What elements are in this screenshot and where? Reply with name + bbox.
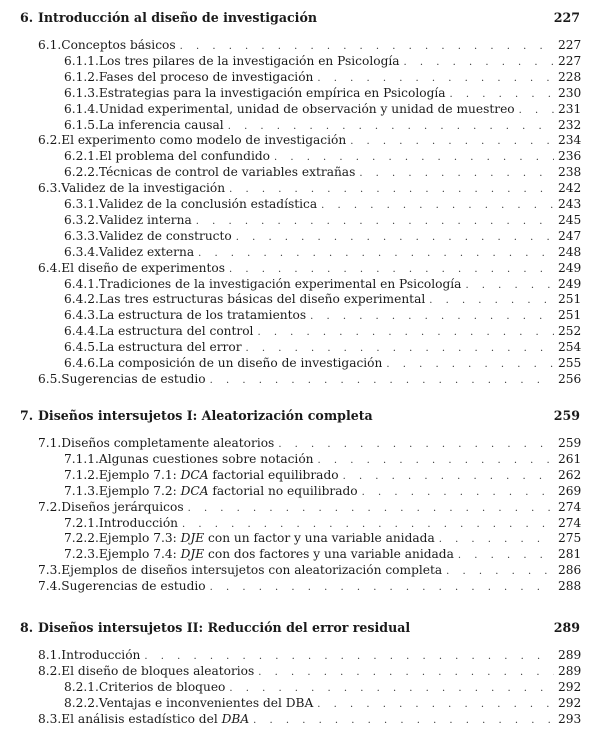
subsection-entry[interactable] [64,213,580,227]
section-entry[interactable] [38,579,580,593]
dot-leader [210,582,554,593]
entry-title-text: con dos factores y una variable anidada [204,547,454,562]
page-number: 293 [558,711,582,726]
entry-title [61,712,249,726]
page-number: 251 [558,292,582,307]
dot-leader [144,651,554,662]
subsection-entry[interactable] [64,340,580,354]
page-number: 249 [558,260,582,275]
entry-title: El diseño de bloques aleatorios [61,663,255,678]
dot-leader [258,667,554,678]
section-entry[interactable] [38,261,580,275]
dot-leader [362,487,554,498]
chapter-heading[interactable] [20,408,580,423]
dot-leader [196,216,554,227]
entry-title-abbrev: DJE [180,531,205,546]
entry-title: Validez interna [98,212,192,227]
page-number: 259 [553,408,580,423]
page-number: 249 [558,276,582,291]
entry-title: Conceptos básicos [61,38,176,52]
page-number: 234 [558,133,582,148]
subsection-entry[interactable] [64,547,580,561]
entry-title: Técnicas de control de variables extrañas [98,165,356,180]
page-number: 286 [558,563,582,578]
entry-title-text: con un factor y una variable anidada [204,531,435,546]
entry-number: 8.2.1. [64,679,99,694]
page-number: 245 [558,212,582,227]
page-number: 274 [558,499,582,514]
dot-leader [198,248,554,259]
page-number: 255 [558,356,582,370]
page-number: 227 [558,53,582,68]
section-entry[interactable] [38,712,580,726]
section-entry[interactable] [38,181,580,195]
entry-number: 8.1. [38,648,62,662]
dot-leader [404,57,554,68]
section-entry[interactable] [38,648,580,662]
subsection-entry[interactable] [64,165,580,179]
entry-title [99,484,358,498]
subsection-entry[interactable] [64,149,580,163]
page-number: 262 [558,467,582,482]
dot-leader [229,683,554,694]
page-number: 256 [558,371,582,386]
page-number: 228 [558,69,582,84]
chapter-title: Diseños intersujetos II: Reducción del error residual [38,620,411,635]
section-entry[interactable] [38,38,580,52]
entry-title: Introducción [98,515,179,530]
subsection-entry[interactable] [64,324,580,338]
page-number: 281 [558,547,582,562]
section-entry[interactable] [38,563,580,577]
subsection-entry[interactable] [64,680,580,694]
entry-title: La estructura de los tratamientos [98,308,307,323]
entry-number: 6.4.3. [64,308,99,323]
subsection-entry[interactable] [64,118,580,132]
chapter-heading[interactable] [20,620,580,635]
entry-title-text: Ejemplo 7.4: [98,547,181,562]
entry-title [99,531,435,545]
entry-title: Introducción [61,648,141,662]
dot-leader [310,311,554,322]
subsection-entry[interactable] [64,102,580,116]
dot-leader [519,105,554,116]
dot-leader [350,136,554,147]
entry-number: 6.2.2. [64,165,99,180]
entry-number: 7.3. [38,563,62,578]
entry-title: Validez de constructo [98,228,232,243]
entry-title: Fases del proceso de investigación [98,69,314,84]
entry-number: 7.1.1. [64,451,99,466]
entry-number: 6.3.4. [64,244,99,259]
page-number: 251 [558,308,582,323]
entry-title-text: factorial no equilibrado [208,483,358,498]
entry-title: La composición de un diseño de investigación [98,356,383,370]
entry-title: Los tres pilares de la investigación en Psicología [98,53,400,68]
page-number: 289 [558,648,582,662]
chapter-number: 6. [20,10,34,25]
dot-leader [229,264,554,275]
dot-leader [253,715,554,726]
entry-title: La estructura del error [98,340,242,355]
subsection-entry[interactable] [64,468,580,482]
dot-leader [228,121,554,132]
dot-leader [465,280,554,291]
entry-title: Tradiciones de la investigación experimental en Psicología [98,276,462,291]
entry-title-abbrev: DCA [180,483,209,498]
subsection-entry[interactable] [64,197,580,211]
subsection-entry[interactable] [64,54,580,68]
chapter-number: 8. [20,620,34,635]
subsection-entry[interactable] [64,277,580,291]
entry-title-text: Ejemplo 7.2: [98,483,181,498]
entry-title [99,547,454,561]
dot-leader [446,566,554,577]
entry-title: La inferencia causal [98,117,224,132]
entry-title: Estrategias para la investigación empírica en Psicología [98,85,446,100]
dot-leader [278,439,554,450]
entry-number: 7.2.3. [64,547,99,562]
dot-leader [180,41,554,52]
subsection-entry[interactable] [64,452,580,466]
entry-title: El diseño de experimentos [61,260,225,275]
page-number: 289 [558,663,582,678]
entry-number: 6.1. [38,38,62,52]
entry-title: Sugerencias de estudio [61,371,206,386]
entry-number: 7.2.1. [64,515,99,530]
dot-leader [229,184,554,195]
page-number: 289 [553,620,580,635]
section-entry[interactable] [38,664,580,678]
subsection-entry[interactable] [64,292,580,306]
entry-title: Las tres estructuras básicas del diseño experimental [98,292,426,307]
page-number: 243 [558,197,582,211]
entry-number: 7.1.3. [64,483,99,498]
page-number: 292 [558,679,582,694]
subsection-entry[interactable] [64,70,580,84]
dot-leader [450,89,554,100]
entry-title: Validez de la investigación [61,181,226,196]
page-number: 232 [558,117,582,132]
chapter-number: 7. [20,408,34,423]
entry-number: 6.3. [38,181,62,196]
entry-title: Validez de la conclusión estadística [98,197,318,211]
entry-number: 6.1.4. [64,101,99,116]
entry-number: 6.4.5. [64,340,99,355]
page-number: 242 [558,181,582,196]
subsection-entry[interactable] [64,308,580,322]
entry-title: El problema del confundido [98,149,270,164]
page-number: 247 [558,228,582,243]
page-number: 269 [558,483,582,498]
entry-title-text: El análisis estadístico del [61,711,222,726]
dot-leader [439,534,554,545]
dot-leader [458,550,554,561]
subsection-entry[interactable] [64,696,580,710]
entry-number: 6.3.1. [64,197,99,211]
entry-number: 6.4. [38,260,62,275]
subsection-entry[interactable] [64,245,580,259]
entry-number: 6.4.2. [64,292,99,307]
page-number: 259 [558,436,582,450]
dot-leader [257,327,554,338]
page-number: 227 [558,38,582,52]
entry-title: Criterios de bloqueo [98,679,226,694]
section-entry[interactable] [38,436,580,450]
page-number: 274 [558,515,582,530]
entry-title: Diseños completamente aleatorios [61,436,275,450]
entry-number: 6.4.1. [64,276,99,291]
dot-leader [236,232,554,243]
entry-number: 7.4. [38,579,62,594]
entry-title: Ejemplos de diseños intersujetos con aleatorización completa [61,563,443,578]
entry-title-text: Ejemplo 7.3: [98,531,181,546]
entry-number: 6.1.2. [64,69,99,84]
entry-number: 6.4.4. [64,324,99,339]
entry-number: 6.3.3. [64,228,99,243]
entry-number: 6.3.2. [64,212,99,227]
entry-number: 6.4.6. [64,356,99,370]
dot-leader [188,503,554,514]
entry-title: La estructura del control [98,324,254,339]
entry-title-text: Ejemplo 7.1: [98,467,181,482]
section-entry[interactable] [38,372,580,386]
subsection-entry[interactable] [64,86,580,100]
entry-title-abbrev: DCA [180,467,209,482]
entry-number: 7.1.2. [64,467,99,482]
section-entry[interactable] [38,500,580,514]
dot-leader [210,375,554,386]
page-number: 254 [558,340,582,355]
section-entry[interactable] [38,133,580,147]
entry-number: 8.2. [38,663,62,678]
dot-leader [359,168,554,179]
entry-number: 6.2. [38,133,62,148]
entry-number: 6.2.1. [64,149,99,164]
page-number: 252 [558,324,582,339]
entry-title: Validez externa [98,244,195,259]
page-number: 231 [558,101,582,116]
subsection-entry[interactable] [64,516,580,530]
entry-number: 6.1.5. [64,117,99,132]
page-number: 292 [558,695,582,710]
entry-number: 8.3. [38,711,62,726]
dot-leader [246,343,554,354]
dot-leader [321,200,554,211]
chapter-heading[interactable] [20,10,580,25]
entry-title-text: factorial equilibrado [208,467,339,482]
dot-leader [317,73,554,84]
page-number: 248 [558,244,582,259]
page-number: 288 [558,579,582,594]
entry-title: Ventajas e inconvenientes del DBA [98,695,314,710]
entry-title: El experimento como modelo de investigación [61,133,347,148]
dot-leader [274,152,554,163]
entry-title [99,468,339,482]
entry-title: Sugerencias de estudio [61,579,206,594]
entry-title: Diseños jerárquicos [61,499,184,514]
entry-number: 7.2.2. [64,531,99,546]
dot-leader [317,699,554,710]
dot-leader [386,359,554,370]
subsection-entry[interactable] [64,229,580,243]
chapter-title: Diseños intersujetos I: Aleatorización completa [38,408,373,423]
entry-number: 7.2. [38,499,62,514]
dot-leader [182,519,554,530]
page-number: 227 [553,10,580,25]
entry-title: Algunas cuestiones sobre notación [98,451,314,466]
entry-number: 7.1. [38,436,62,450]
entry-title-abbrev: DBA [221,711,250,726]
chapter-title: Introducción al diseño de investigación [38,10,318,25]
entry-number: 6.5. [38,371,62,386]
page-number: 275 [558,531,582,546]
page-number: 238 [558,165,582,180]
subsection-entry[interactable] [64,484,580,498]
dot-leader [318,455,554,466]
entry-title-abbrev: DJE [180,547,205,562]
subsection-entry[interactable] [64,531,580,545]
dot-leader [429,295,554,306]
dot-leader [343,471,554,482]
entry-number: 8.2.2. [64,695,99,710]
entry-title: Unidad experimental, unidad de observación y unidad de muestreo [98,101,515,116]
subsection-entry[interactable] [64,356,580,370]
page-number: 236 [558,149,582,164]
entry-number: 6.1.3. [64,85,99,100]
page-number: 230 [558,85,582,100]
page-number: 261 [558,451,582,466]
entry-number: 6.1.1. [64,53,99,68]
